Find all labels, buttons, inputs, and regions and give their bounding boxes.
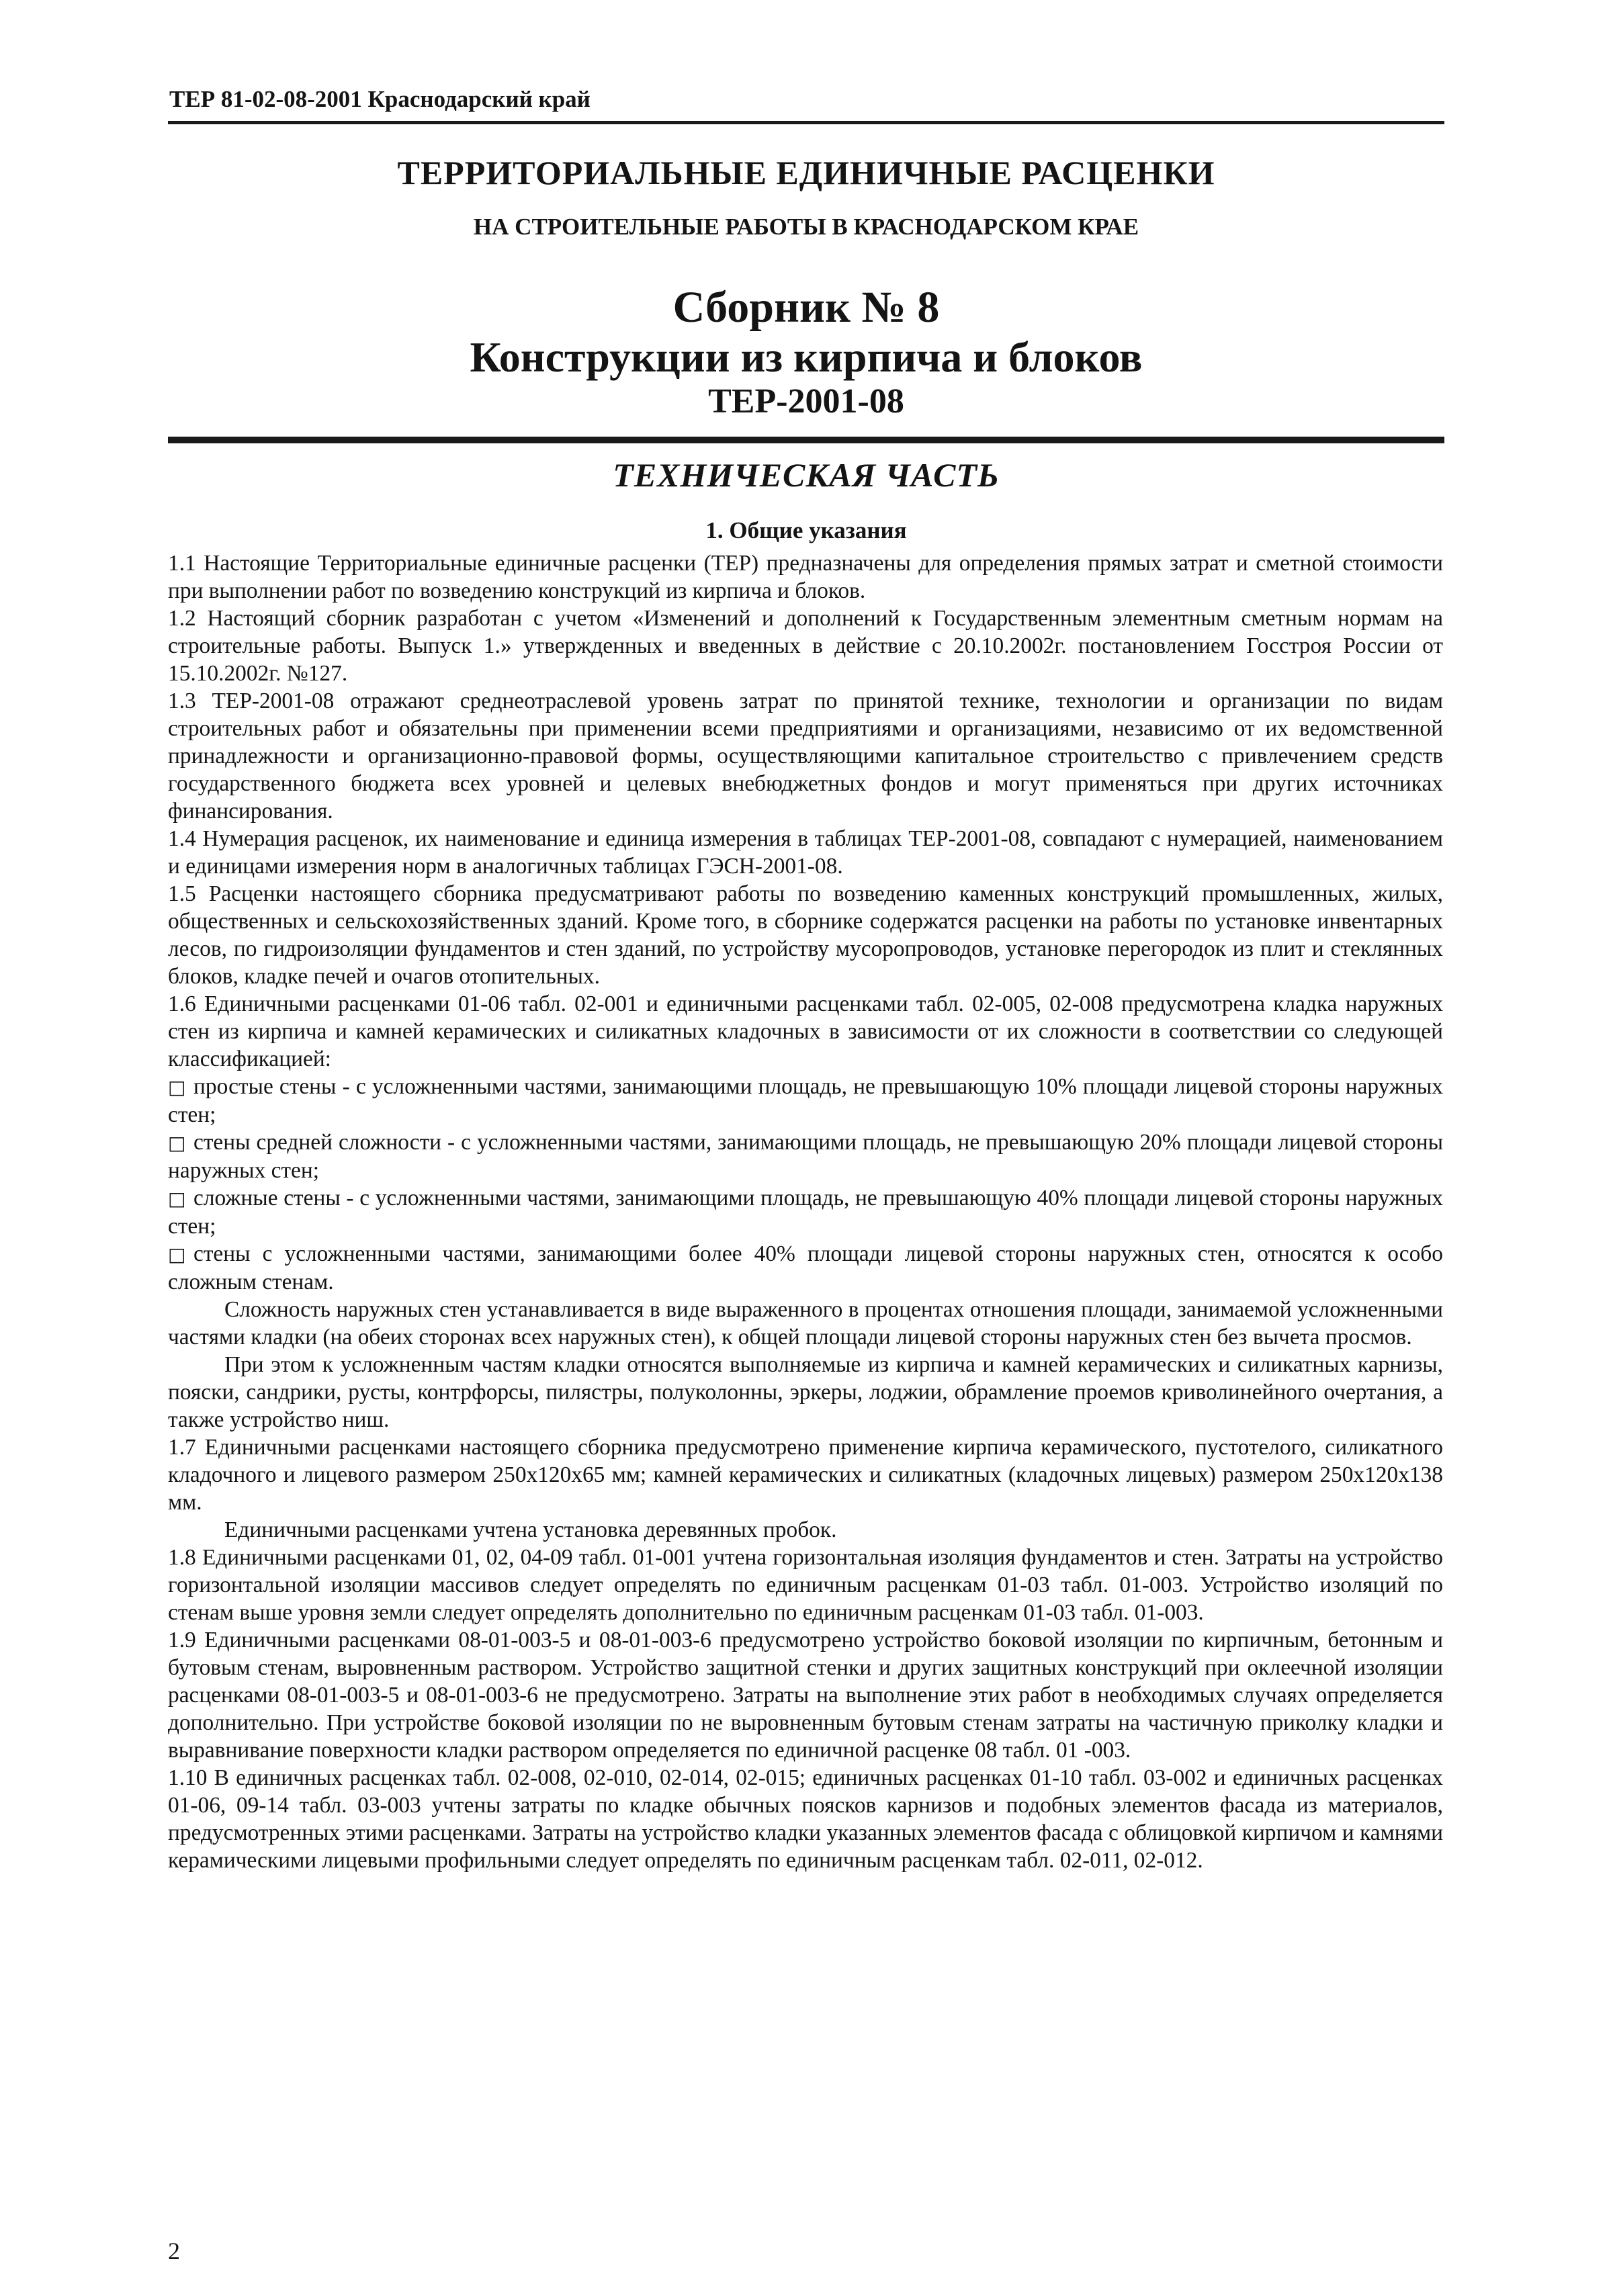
complexity-paragraph: Сложность наружных стен устанавливается в виде выраженного в процентах отношения площади, занимаемой усложненными частями кладки (на обеих сторонах всех наружных стен), к общей площади лицевой стороны наружных стен без вычета просмов.	[168, 1297, 1443, 1350]
paragraph-1-1: 1.1 Настоящие Территориальные единичные расценки (ТЕР) предназначены для определения прямых затрат и сметной стоимости при выполнении работ по возведению конструкций из кирпича и блоков.	[168, 551, 1443, 603]
bullet-item	[168, 1240, 1443, 1296]
body-text	[168, 549, 1443, 1874]
paragraph-1-7: 1.7 Единичными расценками настоящего сборника предусмотрено применение кирпича керамического, пустотелого, силикатного кладочного и лицевого размером 250х120х65 мм; камней керамических и силикатных (кладочных лицевых) размером 250х120х138 мм.	[168, 1435, 1443, 1515]
heading-general-instructions: 1. Общие указания	[705, 517, 907, 543]
bullet-text: стены с усложненными частями, занимающими более 40% площади лицевой стороны наружных стен, относятся к особо сложным стенам.	[168, 1241, 1443, 1294]
running-header: ТЕР 81-02-08-2001 Краснодарский край	[169, 86, 591, 112]
section-rule	[168, 437, 1444, 443]
paragraph-1-2: 1.2 Настоящий сборник разработан с учетом «Изменений и дополнений к Государственным элементным сметным нормам на строительные работы. Выпуск 1.» утвержденных и введенных в действие с 20.10.2002г. постановлением Госстроя России от 15.10.2002г. №127.	[168, 606, 1443, 686]
square-bullet-icon: □	[168, 1132, 186, 1154]
paragraph-1-9: 1.9 Единичными расценками 08-01-003-5 и 08-01-003-6 предусмотрено устройство боковой изоляции по кирпичным, бетонным и бутовым стенам, выровненным раствором. Устройство защитной стенки и других защитных конструкций при оклеечной изоляции расценками 08-01-003-5 и 08-01-003-6 не предусмотрено. Затраты на выполнение этих работ в необходимых случаях определяется дополнительно. При устройстве боковой изоляции по не выровненным бутовым стенам затраты на частичную приколку кладки и выравнивание поверхности кладки раствором определяется по единичной расценке 08 табл. 01 -003.	[168, 1628, 1443, 1763]
paragraph-1-4: 1.4 Нумерация расценок, их наименование и единица измерения в таблицах ТЕР-2001-08, совпадают с нумерацией, наименованием и единицами измерения норм в аналогичных таблицах ГЭСН-2001-08.	[168, 826, 1443, 879]
paragraph-1-10: 1.10 В единичных расценках табл. 02-008, 02-010, 02-014, 02-015; единичных расценках 01-10 табл. 03-002 и единичных расценках 01-06, 09-14 табл. 03-003 учтены затраты по кладке обычных поясков карнизов и подобных элементов фасада из материалов, предусмотренных этими расценками. Затраты на устройство кладки указанных элементов фасада с облицовкой кирпичом и камнями керамическими лицевыми профильными следует определять по единичным расценкам табл. 02-011, 02-012.	[168, 1765, 1443, 1873]
square-bullet-icon: □	[168, 1188, 186, 1210]
paragraph-1-6: 1.6 Единичными расценками 01-06 табл. 02-001 и единичными расценками табл. 02-005, 02-008 предусмотрена кладка наружных стен из кирпича и камней керамических и силикатных кладочных в зависимости от их сложности в соответствии со следующей классификацией:	[168, 991, 1443, 1071]
complex-parts-paragraph: При этом к усложненным частям кладки относятся выполняемые из кирпича и камней керамических и силикатных карнизы, пояски, сандрики, русты, контрфорсы, пилястры, полуколонны, эркеры, лоджии, обрамление проемов криволинейного очертания, а также устройство ниш.	[168, 1352, 1443, 1432]
collection-code: ТЕР-2001-08	[708, 382, 904, 421]
note-wooden-plugs: Единичными расценками учтена установка деревянных пробок.	[224, 1517, 837, 1542]
bullet-item	[168, 1073, 1443, 1129]
bullet-text: простые стены - с усложненными частями, занимающими площадь, не превышающую 10% площади лицевой стороны наружных стен;	[168, 1074, 1443, 1127]
paragraph-1-8: 1.8 Единичными расценками 01, 02, 04-09 табл. 01-001 учтена горизонтальная изоляция фундаментов и стен. Затраты на устройство горизонтальной изоляции массивов следует определять по единичным расценкам 01-03 табл. 01-003. Устройство изоляций по стенам выше уровня земли следует определять дополнительно по единичным расценкам 01-03 табл. 01-003.	[168, 1545, 1443, 1625]
section-title: ТЕХНИЧЕСКАЯ ЧАСТЬ	[613, 456, 1000, 494]
collection-name: Конструкции из кирпича и блоков	[470, 333, 1143, 381]
header-rule	[168, 121, 1444, 124]
document-title: ТЕРРИТОРИАЛЬНЫЕ ЕДИНИЧНЫЕ РАСЦЕНКИ	[397, 154, 1215, 191]
bullet-text: сложные стены - с усложненными частями, занимающими площадь, не превышающую 40% площади лицевой стороны наружных стен;	[168, 1186, 1443, 1239]
paragraph-1-5: 1.5 Расценки настоящего сборника предусматривают работы по возведению каменных конструкций промышленных, жилых, общественных и сельскохозяйственных зданий. Кроме того, в сборнике содержатся расценки на работы по установке инвентарных лесов, по гидроизоляции фундаментов и стен зданий, по устройству мусоропроводов, установке перегородок из плит и стеклянных блоков, кладке печей и очагов отопительных.	[168, 881, 1443, 989]
bullet-item	[168, 1129, 1443, 1184]
bullet-item	[168, 1184, 1443, 1240]
collection-number: Сборник № 8	[672, 283, 940, 332]
bullet-text: стены средней сложности - с усложненными частями, занимающими площадь, не превышающую 20% площади лицевой стороны наружных стен;	[168, 1130, 1443, 1183]
page-number: 2	[168, 2238, 180, 2264]
square-bullet-icon: □	[168, 1076, 186, 1098]
document-subtitle: НА СТРОИТЕЛЬНЫЕ РАБОТЫ В КРАСНОДАРСКОМ КРАЕ	[473, 214, 1139, 240]
paragraph-1-3: 1.3 ТЕР-2001-08 отражают среднеотраслевой уровень затрат по принятой технике, технологии и организации по видам строительных работ и обязательны при применении всеми предприятиями и организациями, независимо от их ведомственной принадлежности и организационно-правовой формы, осуществляющими капитальное строительство с привлечением средств государственного бюджета всех уровней и целевых внебюджетных фондов и могут применяться при других источниках финансирования.	[168, 689, 1443, 824]
square-bullet-icon: □	[168, 1243, 186, 1266]
